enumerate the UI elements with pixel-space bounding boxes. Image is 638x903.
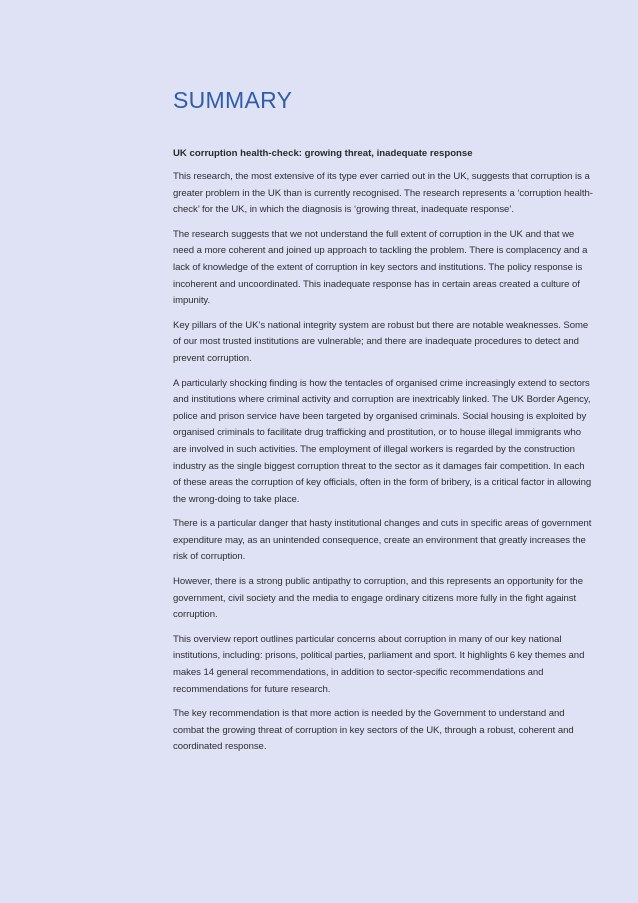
paragraph-4: A particularly shocking finding is how the tentacles of organised crime increasingly extend to sectors and institutions where criminal activity and corruption are inextricably linked. The UK Border Agency, police and prison service have been targeted by organised criminals. Social housing is exploited by organised criminals to facilitate drug trafficking and prostitution, or to house illegal immigrants who are involved in such activities. The employment of illegal workers is regarded by the construction industry as the single biggest corruption threat to the sector as it damages fair competition. In each of these areas the corruption of key officials, often in the form of bribery, is a critical factor in allowing the wrong-doing to take place.	[173, 377, 592, 505]
paragraph-8: The key recommendation is that more action is needed by the Government to understand and combat the growing threat of corruption in key sectors of the UK, through a robust, coherent and coordinated response.	[173, 708, 574, 753]
paragraph-2: The research suggests that we not understand the full extent of corruption in the UK and that we need a more coherent and joined up approach to tackling the problem. There is complacency and a lack of knowledge of the extent of corruption in key sectors and institutions. The policy response is incoherent and uncoordinated. This inadequate response has in certain areas created a culture of impunity.	[173, 228, 588, 307]
paragraph-3: Key pillars of the UK’s national integrity system are robust but there are notable weaknesses. Some of our most trusted institutions are vulnerable; and there are inadequate procedures to detect and prevent corruption.	[173, 319, 589, 364]
paragraph-1: This research, the most extensive of its type ever carried out in the UK, suggests that corruption is a greater problem in the UK than is currently recognised. The research represents a ‘corruption health-check’ for the UK, in which the diagnosis is ‘growing threat, inadequate response’.	[173, 171, 593, 216]
paragraph-7: This overview report outlines particular concerns about corruption in many of our key national institutions, including: prisons, political parties, parliament and sport. It highlights 6 key themes and makes 14 general recommendations, in addition to sector-specific recommendations and recommendations for future research.	[173, 633, 585, 695]
paragraph-6: However, there is a strong public antipathy to corruption, and this represents an opportunity for the government, civil society and the media to engage ordinary citizens more fully in the fight against corruption.	[173, 576, 583, 621]
summary-section	[173, 86, 593, 756]
paragraph-5: There is a particular danger that hasty institutional changes and cuts in specific areas of government expenditure may, as an unintended consequence, create an environment that greatly increases the risk of corruption.	[173, 518, 592, 563]
section-subtitle: UK corruption health-check: growing threat, inadequate response	[173, 148, 473, 159]
page-title: SUMMARY	[173, 87, 293, 113]
